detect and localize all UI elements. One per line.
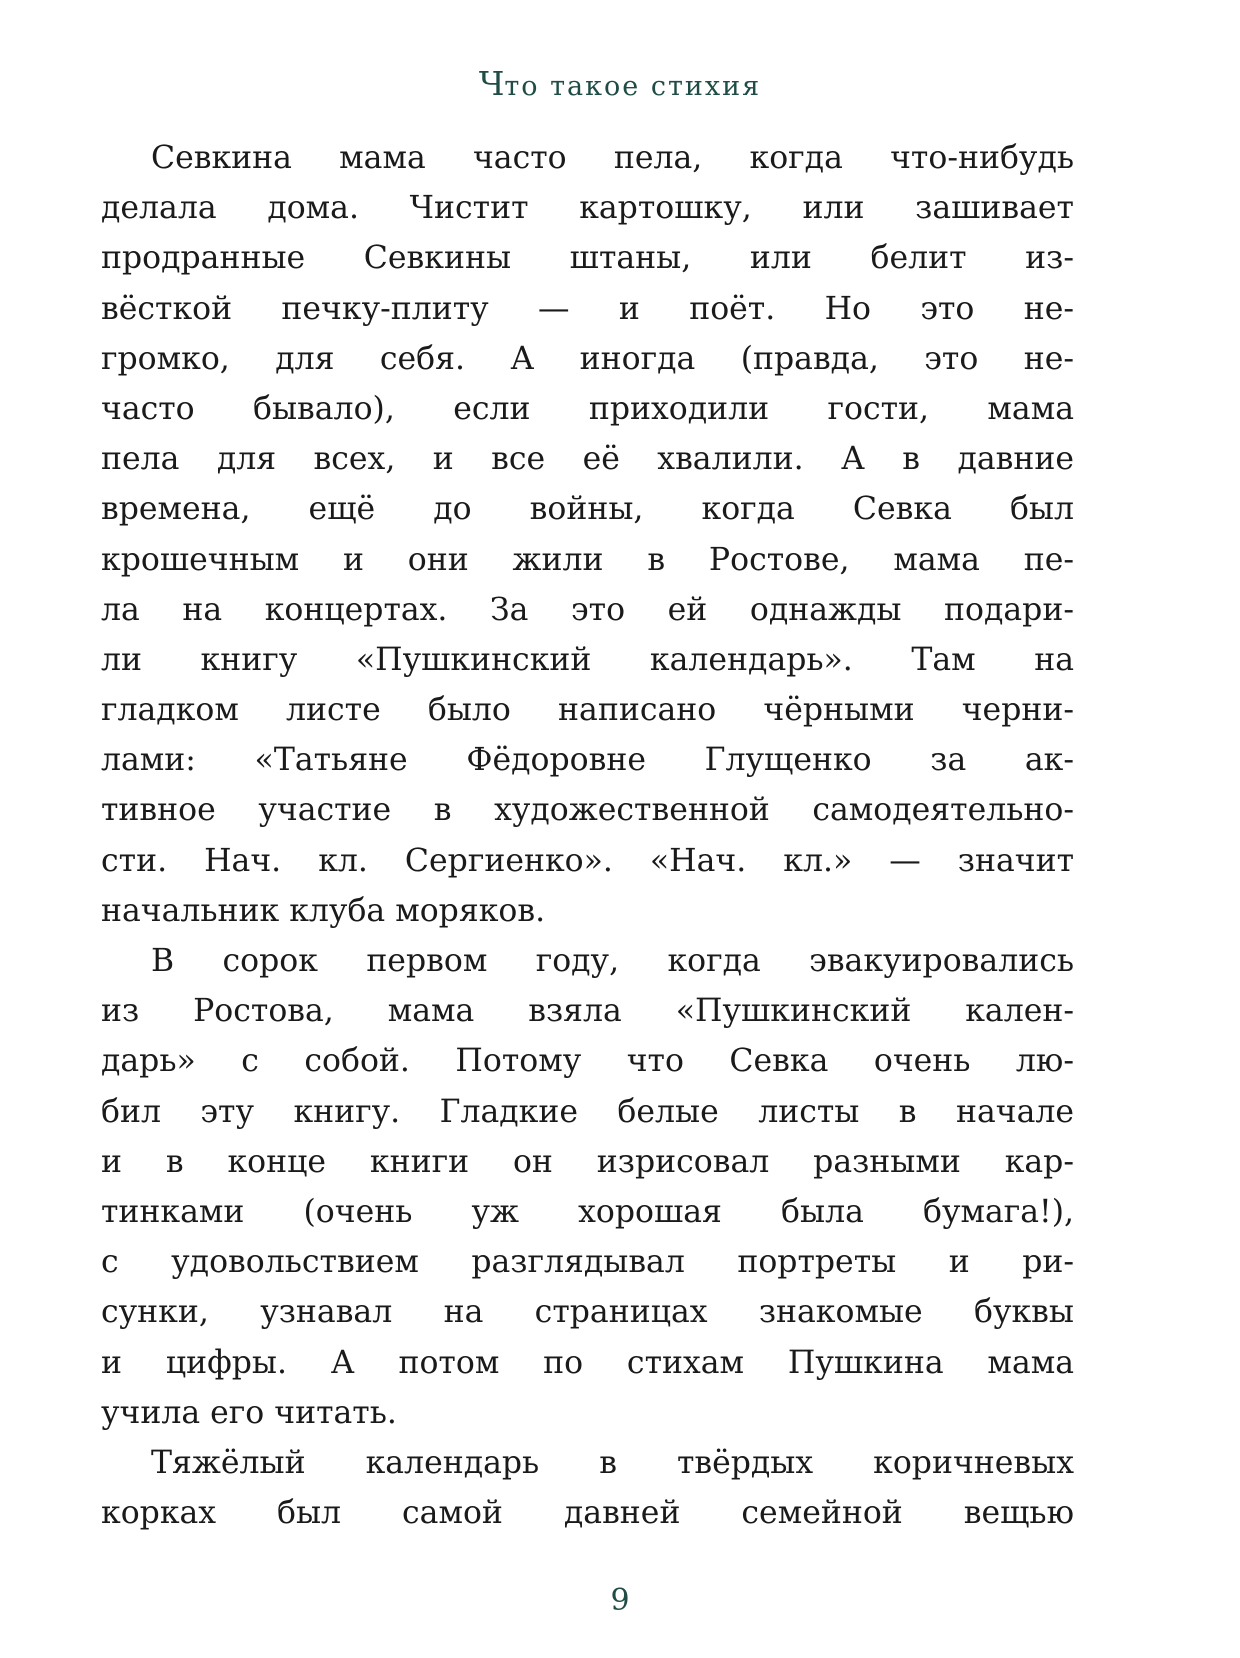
- text-line: с удовольствием разглядывал портреты и ри-: [101, 1244, 1074, 1281]
- text-line: делала дома. Чистит картошку, или зашивает: [101, 190, 1074, 227]
- text-line: Севкина мама часто пела, когда что-нибудь: [151, 140, 1074, 176]
- text-line: продранные Севкины штаны, или белит из-: [101, 240, 1074, 277]
- text-line: тинками (очень уж хорошая была бумага!),: [101, 1193, 1074, 1230]
- text-line: часто бывало), если приходили гости, мама: [101, 390, 1074, 427]
- paragraph-1: [101, 133, 1074, 936]
- text-line: времена, ещё до войны, когда Севка был: [101, 491, 1074, 528]
- running-head-text: то такое стихия: [504, 71, 762, 102]
- text-line: дарь» с собой. Потому что Севка очень лю-: [101, 1043, 1074, 1080]
- text-line: корках был самой давней семейной вещью: [101, 1495, 1074, 1532]
- paragraph-2: [101, 936, 1074, 1438]
- text-line: пела для всех, и все её хвалили. А в давние: [101, 441, 1074, 478]
- text-line: сти. Нач. кл. Сергиенко». «Нач. кл.» — значит: [101, 842, 1074, 879]
- text-line: и цифры. А потом по стихам Пушкина мама: [101, 1344, 1074, 1381]
- text-line: сунки, узнавал на страницах знакомые буквы: [101, 1294, 1074, 1331]
- text-line: бил эту книгу. Гладкие белые листы в начале: [101, 1093, 1074, 1130]
- text-line: из Ростова, мама взяла «Пушкинский кален-: [101, 993, 1074, 1030]
- body-text: [101, 133, 1074, 1538]
- text-line: ла на концертах. За это ей однажды подари-: [101, 591, 1074, 628]
- paragraph-3: [101, 1438, 1074, 1538]
- text-line: тивное участие в художественной самодеятельно-: [101, 792, 1074, 829]
- text-line: лами: «Татьяне Фёдоровне Глущенко за ак-: [101, 742, 1074, 779]
- text-line: начальник клуба моряков.: [101, 892, 546, 929]
- running-head-initial: Ч: [478, 64, 505, 103]
- text-line: громко, для себя. А иногда (правда, это не-: [101, 340, 1074, 377]
- text-line: крошечным и они жили в Ростове, мама пе-: [101, 541, 1074, 578]
- text-line: учила его читать.: [101, 1394, 397, 1431]
- text-line: В сорок первом году, когда эвакуировались: [151, 943, 1074, 979]
- page-number: 9: [610, 1583, 630, 1618]
- text-line: вёсткой печку-плиту — и поёт. Но это не-: [101, 290, 1074, 327]
- text-line: Тяжёлый календарь в твёрдых коричневых: [151, 1444, 1074, 1481]
- text-line: ли книгу «Пушкинский календарь». Там на: [101, 641, 1074, 678]
- text-line: гладком листе было написано чёрными черни-: [101, 692, 1074, 729]
- running-head: [0, 64, 1240, 103]
- text-line: и в конце книги он изрисовал разными кар-: [101, 1143, 1074, 1180]
